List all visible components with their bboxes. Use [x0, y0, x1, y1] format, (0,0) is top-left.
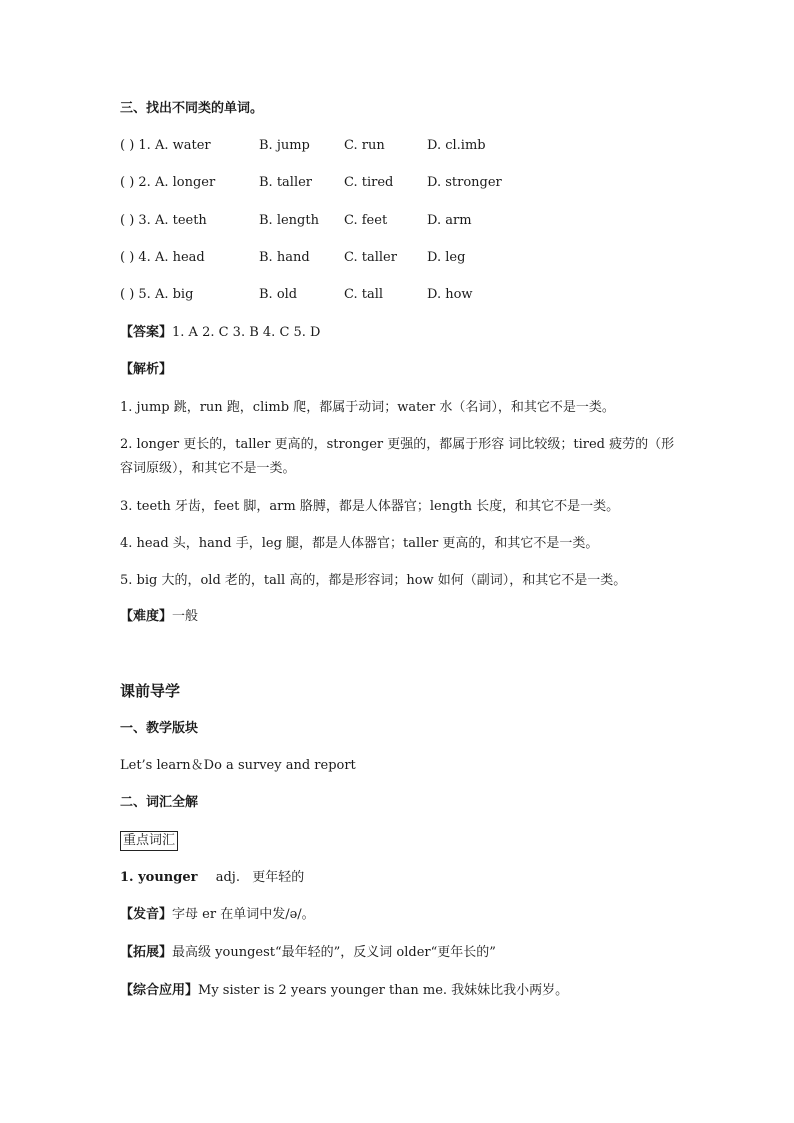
answer-label: 【答案】 [120, 325, 173, 340]
analysis-item: 3. teeth 牙齿，feet 脚，arm 胳膊，都是人体器官；length 长度，和其它不是一类。 [120, 499, 620, 514]
option-b: B. length [259, 213, 319, 228]
option-c: C. run [344, 138, 385, 153]
answer-text: 1. A 2. C 3. B 4. C 5. D [172, 325, 321, 340]
pronunciation-text: 字母 er 在单词中发/ə/。 [172, 907, 315, 922]
extension-label: 【拓展】 [120, 945, 173, 960]
key-vocab-box [120, 831, 178, 851]
question-row [120, 249, 720, 267]
option-c: C. tall [344, 287, 384, 302]
difficulty-label: 【难度】 [120, 609, 173, 624]
key-vocab-label: 重点词汇 [120, 831, 178, 851]
question-stem: ( ) 5. A. big [120, 287, 194, 302]
analysis-label: 【解析】 [120, 362, 173, 377]
difficulty-line [120, 608, 198, 626]
application-line [120, 982, 568, 1000]
part2-title: 二、词汇全解 [120, 795, 199, 810]
application-text: My sister is 2 years younger than me. 我妹妹比我小两岁。 [198, 983, 569, 998]
option-d: D. arm [427, 213, 472, 228]
question-stem: ( ) 1. A. water [120, 138, 211, 153]
part1-title: 一、教学版块 [120, 721, 199, 736]
analysis-item: 4. head 头，hand 手，leg 腿，都是人体器官；taller 更高的，和其它不是一类。 [120, 536, 599, 551]
question-row [120, 137, 720, 155]
analysis-item: 5. big 大的，old 老的，tall 高的，都是形容词；how 如何（副词），和其它不是一类。 [120, 573, 627, 588]
question-stem: ( ) 4. A. head [120, 250, 205, 265]
option-b: B. taller [259, 175, 313, 190]
part1-text: Let’s learn＆Do a survey and report [120, 758, 356, 773]
question-row [120, 174, 720, 192]
option-b: B. old [259, 287, 298, 302]
question-row [120, 286, 720, 304]
analysis-item: 2. longer 更长的，taller 更高的，stronger 更强的，都属于形容 词比较级；tired 疲劳的（形容词原级），和其它不是一类。 [120, 437, 675, 476]
option-d: D. how [427, 287, 473, 302]
headword: 1. younger [120, 870, 198, 885]
pronunciation-line [120, 906, 315, 924]
question-stem: ( ) 2. A. longer [120, 175, 216, 190]
part-of-speech: adj. [215, 870, 240, 885]
option-d: D. leg [427, 250, 466, 265]
preview-title: 课前导学 [120, 682, 181, 700]
option-b: B. jump [259, 138, 310, 153]
option-b: B. hand [259, 250, 310, 265]
extension-text: 最高级 youngest“最年轻的”，反义词 older“更年长的” [172, 945, 496, 960]
option-c: C. tired [344, 175, 394, 190]
answer-line [120, 324, 320, 342]
option-c: C. taller [344, 250, 397, 265]
option-d: D. stronger [427, 175, 502, 190]
difficulty-text: 一般 [172, 609, 199, 624]
word-entry [120, 869, 304, 887]
analysis-item: 1. jump 跳，run 跑，climb 爬，都属于动词；water 水（名词），和其它不是一类。 [120, 400, 615, 415]
application-label: 【综合应用】 [120, 983, 199, 998]
section3-title: 三、找出不同类的单词。 [120, 101, 264, 116]
option-d: D. cl.imb [427, 138, 486, 153]
word-meaning: 更年轻的 [252, 870, 305, 885]
option-c: C. feet [344, 213, 388, 228]
question-stem: ( ) 3. A. teeth [120, 213, 207, 228]
question-row [120, 212, 720, 230]
extension-line [120, 944, 496, 962]
pronunciation-label: 【发音】 [120, 907, 173, 922]
